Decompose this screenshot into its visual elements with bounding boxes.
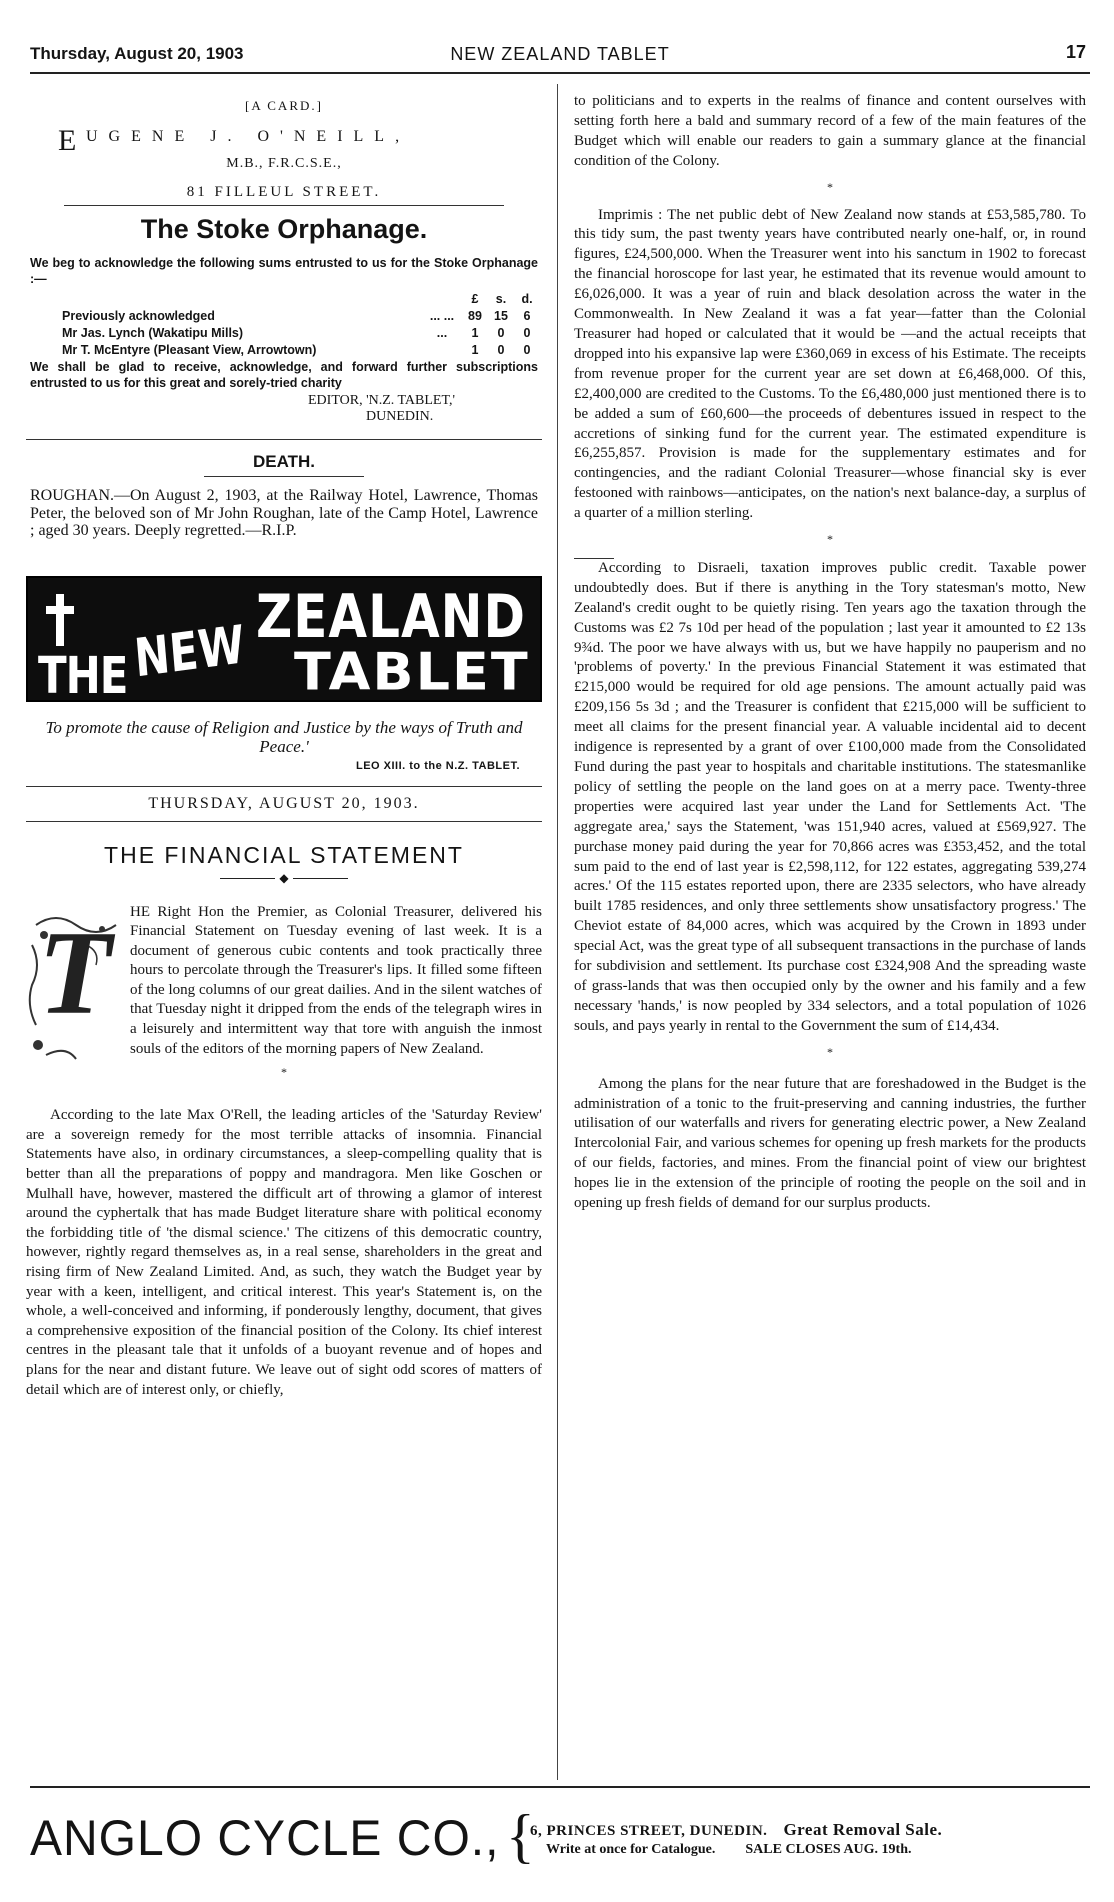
header-page-number: 17 [1065,42,1086,62]
card-degrees: M.B., F.R.C.S.E., [226,156,342,171]
issue-date: THURSDAY, AUGUST 20, 1903. [26,786,542,813]
masthead-new: NEW [132,613,247,689]
section-star: * [281,1065,287,1080]
death-notice: ROUGHAN.—On August 2, 1903, at the Railway Hotel, Lawrence, Thomas Peter, the beloved son of Mr John Roughan, late of the Camp Hotel, Lawrence ; aged 30 years. Deeply regretted.—R.I.P. [30,487,538,539]
card-address: 81 FILLEUL STREET. [186,184,382,200]
advert-closing-date: SALE CLOSES AUG. 19th. [745,1842,912,1857]
masthead-logo [26,576,542,702]
orphanage-intro: We beg to acknowledge the following sums entrusted to us for the Stoke Orphanage :— [30,256,538,286]
card-label: [A CARD.] [245,98,323,113]
advert-address: 6, PRINCES STREET, DUNEDIN. [530,1823,768,1839]
orphanage-title: The Stoke Orphanage. [140,214,428,244]
orphanage-signature: EDITOR, 'N.Z. TABLET,' [308,393,456,408]
footer-rule [30,1786,1090,1788]
section-star: * [827,1044,833,1059]
drop-cap-letter: T [38,905,112,1039]
masthead-motto: To promote the cause of Religion and Justice by the ways of Truth and Peace.' [45,717,523,756]
currency-pence: d. [521,292,533,306]
article-paragraph: HE Right Hon the Premier, as Colonial Treasurer, delivered his Financial Statement on Tuesday evening of last week. It is a document of generous cubic contents and took practically three hours to percolate through the Treasurer's lips. It filled some fifteen of the long columns of our great dailies. And in the silent watches of that Tuesday night it dripped from the ends of the telegraph wires in a leisurely and intermittent way that tore with anguish the inmost souls of the editors of the morning papers of New Zealand. [130,903,542,1057]
left-column [26,84,542,1400]
death-title: DEATH. [252,452,315,471]
article-lead [26,903,542,1060]
currency-shillings: s. [495,292,507,306]
article-paragraph: Among the plans for the near future that are foreshadowed in the Budget is the administration of a tonic to the fruit-preserving and canning industries, the further utilisation of our waterfalls and rivers for generating electric power, a New Zealand Intercolonial Fair, and various schemes for opening up fresh markets for the products of our fields, factories, and mines. From the financial point of view our brightest hopes lie in the extension of the principle of rooting the people on the soil and in opening up fresh fields of demand for our surplus products. [574,1075,1086,1212]
article-paragraph: to politicians and to experts in the realms of finance and content ourselves with setting forth here a bald and summary record of a few of the main features of the Budget which will enable our readers to gain a summary glance at the financial condition of the Colony. [574,93,1086,169]
card-rule [64,205,504,206]
title-ornament [26,871,542,887]
motto-source: LEO XIII. to the N.Z. TABLET. [355,759,520,772]
section-star: * [827,532,833,547]
table-row: Previously acknowledged ... ... 89 15 6 [62,309,531,323]
section-star: * [827,179,833,194]
orphanage-table [62,291,540,359]
masthead-tablet: TABLET [294,641,530,702]
advert-line-2 [546,1842,912,1858]
article-paragraph: According to the late Max O'Rell, the leading articles of the 'Saturday Review' are a sovereign remedy for the most terrible attacks of insomnia. Financial Statements have also, in ordinary circumstances, a sleep-compelling quality that is better than all the preparations of poppy and mandragora. Men like Goschen or Mulhall have, however, mastered the difficult art of throwing a glamor of interest around the cyphertalk that has made Budget literature share with political economy the forbidding title of 'the dismal science.' The citizens of this democratic country, however, rightly regard themselves as, in a real sense, shareholders in the great and rising firm of New Zealand Limited. And, as such, they watch the Budget year by year with a keen, intelligent, and critical interest. This year's Statement is, on the whole, a well-conceived and informing, if ponderously lengthy, document, that gives a comprehensive exposition of the financial position of the Colony. Its chief interest centres in the pleasant tale that it unfolds of a buoyant revenue and of hopes and plans for the near and distant future. We leave out of sight odd scores of matters of detail which are of interest only, or chiefly, [26,1107,542,1398]
orphanage-table-header [62,291,540,308]
issue-date-rule [26,821,542,822]
section-rule [26,439,542,440]
decorated-initial [26,905,122,1065]
cross-icon [46,594,74,646]
article-title: THE FINANCIAL STATEMENT [104,841,464,868]
advert-sale-tag: Great Removal Sale. [783,1820,943,1839]
card-name [26,124,542,157]
table-row: Mr T. McEntyre (Pleasant View, Arrowtown) 1 0 0 [62,343,531,357]
table-row: Mr Jas. Lynch (Wakatipu Mills) ... 1 0 0 [62,326,531,340]
masthead-the: THE [38,645,128,702]
orphanage-outro: We shall be glad to receive, acknowledge, and forward further subscriptions entrusted to us for this great and sorely-tried charity [30,360,538,390]
masthead-zealand: ZEALAND [256,581,527,652]
header-date: Thursday, August 20, 1903 [30,44,244,63]
advert-catalogue: Write at once for Catalogue. [546,1842,716,1857]
diamond-icon: ◆ [275,871,292,885]
right-column [574,92,1086,1214]
article-paragraph: According to Disraeli, taxation improves public credit. Taxable power undoubtedly does. But if there is anything in the Tory statesman's motto, New Zealand's credit ought to be quietly rising. Ten years ago the taxation through the Customs was £2 7s 10d per head of the population ; last year it amounted to £2 13s 9¾d. The poor we have always with us, but we have happily no pauperism and no 'problems of poverty.' In the previous Financial Statement it was estimated that £215,000 would be required for old age pensions. The amount actually paid was £209,156 5s 3d ; and the Treasurer is confident that £215,000 will be sufficient to meet all claims for the present financial year. A valuable incidental aid to decent indigence is represented by a grant of over £100,000 made from the Consolidated Fund during the past year to hospitals and charitable institutions. The statesmanlike policy of settling the people on the land goes on at a merry pace. Twenty-three properties were acquired last year under the Land for Settlements Act. 'The aggregate area,' says the Statement, 'was 151,940 acres, valued at £569,927. The purchase money paid during the year for 70,866 acres was £353,452, and the total sum paid to the end of last year is £2,598,112, for 122 estates, aggregating 539,274 acres.' Of the 115 estates reported upon, there are 2335 selectors, who have already built 1785 residences, and only three settlements show unsatisfactory progress.' The Cheviot estate of 84,000 acres, which was acquired by the Crown in 1893 under special Act, was the great type of all subsequent transactions in the purchase of lands for subdivision and settlement. Its purchase cost £324,908 And the spreading waste of grass-lands that was then occupied only by the owner and his family and a few necessary 'hands,' is now peopled by 334 selectors, and a total population of 1026 souls, and pays yearly in rental to the Government the sum of £14,434. [574,559,1086,1034]
card-name-rest: UGENE J. O'NEILL, [86,128,411,145]
header-rule [30,72,1090,74]
column-divider [557,84,558,1780]
advert-line-1 [530,1820,942,1840]
death-rule [204,476,364,477]
advert-company: ANGLO CYCLE CO., [30,1811,500,1867]
card-name-initial: E [58,124,88,157]
article-paragraph: Imprimis : The net public debt of New Zealand now stands at £53,585,780. To this tidy sum, the past twenty years have contributed nearly one-half, or, in round figures, £24,500,000. When the Treasurer went into his sanctum in 1902 to forecast the financial horoscope for last year, he estimated that its revenue would amount to £6,026,000. It was a year of ruin and black desolation across the water in the Commonwealth. In New Zealand it was a fat year—fatter than the Colonial Treasurer had hoped or calculated that it would be —and the actual receipts that dropped into his expansive lap were £360,069 in excess of his Estimate. The receipts from revenue proper for the current year are set down at £6,468,000. Of this, £2,400,000 are credited to the Customs. To the £6,480,000 just mentioned there is to be added a sum of £60,600—the proceeds of debentures issued in respect to the accretions of sinking fund for the current year. The estimated expenditure is £6,255,857. Provision is made for the supplementary estimates and for contingencies, and the radiant Colonial Treasurer—whose financial sky is ever festooned with rainbows—anticipates, on the nation's next balance-day, a surplus of a quarter of a million sterling. [574,206,1086,522]
orphanage-signature-city: DUNEDIN. [366,409,434,424]
header-paper-name: NEW ZEALAND TABLET [450,44,670,64]
advert-brace: { [506,1803,535,1869]
page-header [30,40,1090,70]
currency-pounds: £ [471,292,479,306]
